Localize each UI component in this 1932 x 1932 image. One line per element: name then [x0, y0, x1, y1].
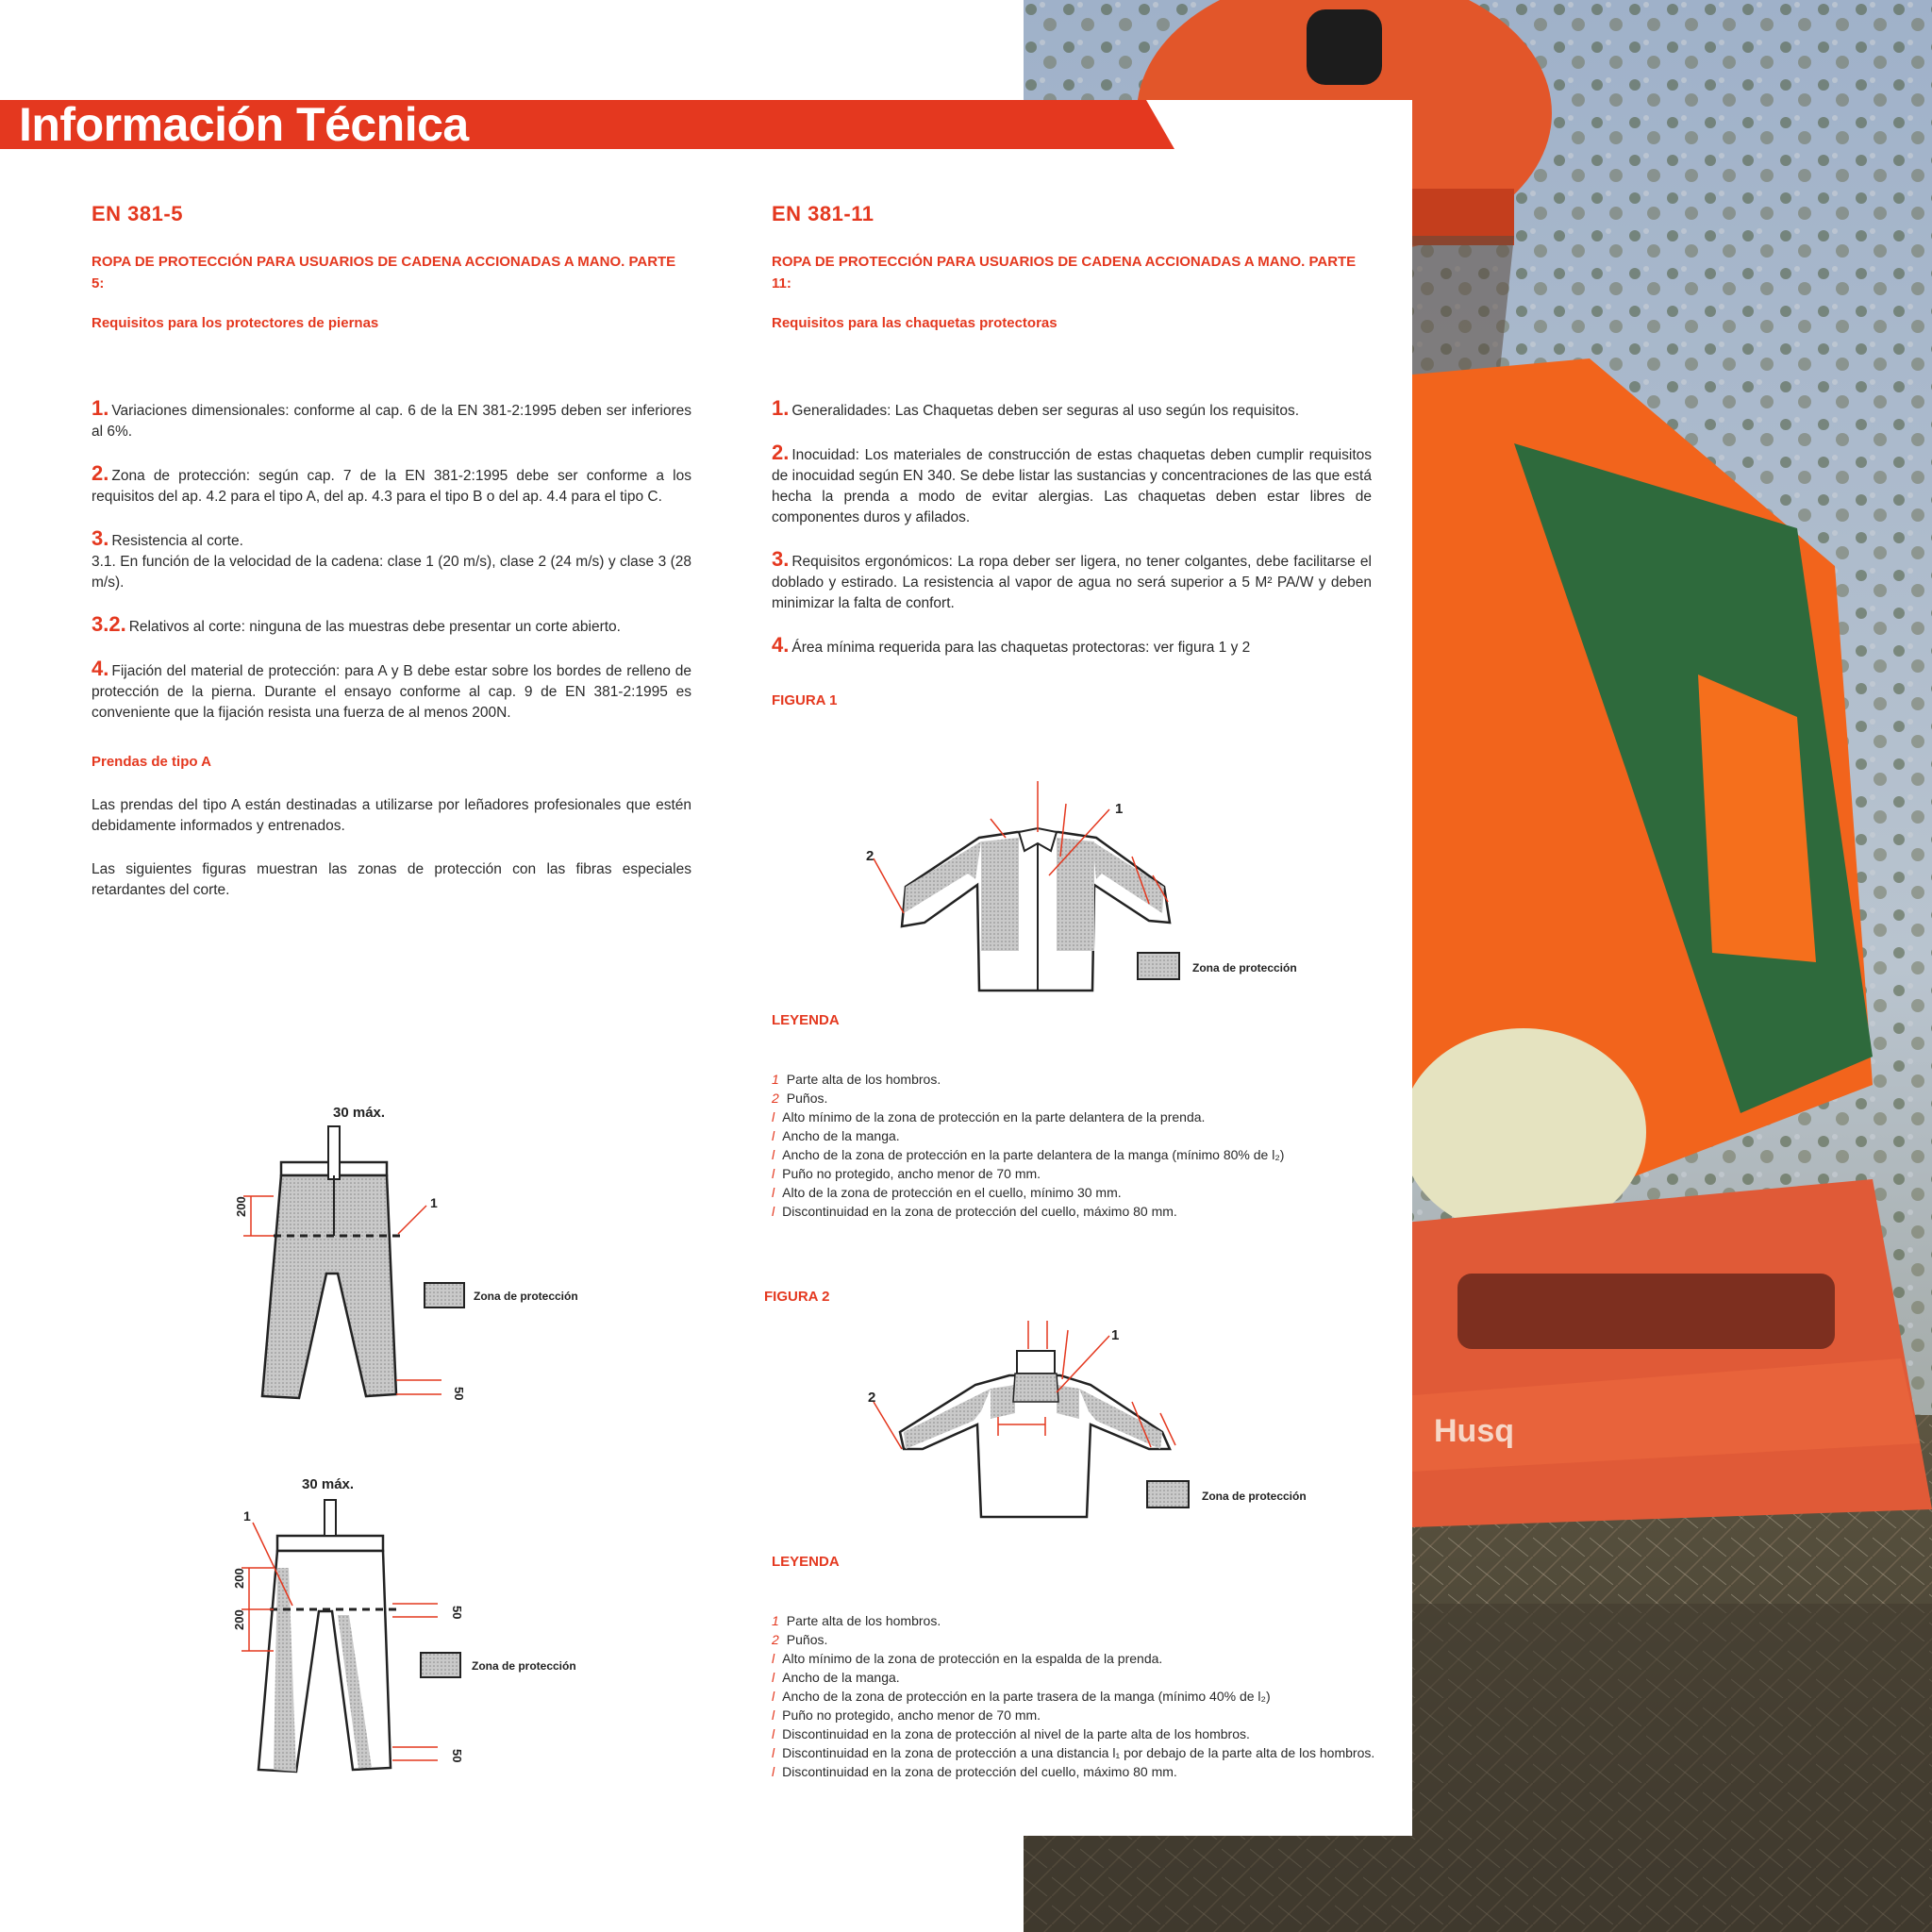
legend-key: l	[772, 1204, 775, 1219]
legend-text: Discontinuidad en la zona de protección del cuello, máximo 80 mm.	[782, 1204, 1177, 1219]
requirement-item	[92, 398, 691, 442]
item-text: Fijación del material de protección: para A y B debe estar sobre los bordes de relleno de protección de la pierna. Durante el ensayo conforme al cap. 9 de EN 381-2:1995 es conveniente que la fijación resista una fuerza de al menos 200N.	[92, 663, 691, 721]
legend-item	[772, 1164, 1375, 1183]
item-text: Requisitos ergonómicos: La ropa deber ser ligera, no tener colgantes, debe facilitarse el doblado y estirado. La resistencia al vapor de agua no será superior a 5 M² PA/W y deben minimizar la falta de confort.	[772, 554, 1372, 611]
legend-key: l	[772, 1147, 775, 1162]
standard-part: ROPA DE PROTECCIÓN PARA USUARIOS DE CADENA ACCIONADAS A MANO. PARTE 11:	[772, 254, 1357, 291]
legend-item	[772, 1630, 1375, 1649]
marker-label: 1	[430, 1195, 438, 1210]
dim-label: 200	[232, 1609, 246, 1630]
dim-label: 30 máx.	[333, 1105, 386, 1121]
zone-swatch	[1147, 1481, 1189, 1507]
legend-key: l	[772, 1745, 775, 1760]
requirement-item	[92, 463, 691, 508]
standard-subtitle: Requisitos para las chaquetas protectoras	[772, 315, 1058, 331]
legend-item	[772, 1724, 1375, 1743]
requirement-item	[92, 528, 691, 593]
legend-title: LEYENDA	[772, 1554, 840, 1570]
paragraph: Las siguientes figuras muestran las zonas de protección con las fibras especiales retardantes del corte.	[92, 861, 691, 898]
legend-key: l	[772, 1707, 775, 1723]
right-column	[772, 204, 1372, 711]
item-text: Relativos al corte: ninguna de las muestras debe presentar un corte abierto.	[128, 619, 621, 635]
dim-label: 50	[450, 1749, 464, 1763]
zone-label: Zona de protección	[1202, 1490, 1307, 1503]
item-number: 3.2.	[92, 612, 126, 636]
standard-subtitle: Requisitos para los protectores de piernas	[92, 315, 379, 331]
legend-text: Puño no protegido, ancho menor de 70 mm.	[782, 1166, 1041, 1181]
legend-text: Puños.	[786, 1632, 828, 1647]
item-text: Generalidades: Las Chaquetas deben ser seguras al uso según los requisitos.	[791, 403, 1300, 419]
legend-title: LEYENDA	[772, 1012, 840, 1028]
marker-label: 1	[1111, 1327, 1120, 1343]
item-number: 1.	[772, 396, 790, 420]
legend-key: l	[772, 1670, 775, 1685]
legend-item	[772, 1668, 1375, 1687]
item-number: 2.	[772, 441, 790, 464]
item-number: 1.	[92, 396, 109, 420]
left-column	[92, 204, 691, 901]
jacket-figure-2	[849, 1307, 1340, 1534]
marker-label: 2	[868, 1390, 876, 1406]
figure-title: FIGURA 1	[772, 692, 838, 708]
zone-label: Zona de protección	[1192, 961, 1297, 974]
standard-code: EN 381-5	[92, 202, 183, 225]
paragraph: Las prendas del tipo A están destinadas a utilizarse por leñadores profesionales que estén debidamente informados y entrenados.	[92, 797, 691, 834]
item-text: Inocuidad: Los materiales de construcción de estas chaquetas deben cumplir requisitos de inocuidad según EN 340. Se debe listar las sustancias y concentraciones de las que está hecha la prenda a modo de evitar alergias. Las chaquetas deben estar libres de componentes duros y afilados.	[772, 447, 1372, 525]
legend-text: Discontinuidad en la zona de protección al nivel de la parte alta de los hombros.	[782, 1726, 1250, 1741]
legend-text: Ancho de la manga.	[782, 1670, 900, 1685]
marker-label: 1	[243, 1508, 251, 1524]
legend-text: Discontinuidad en la zona de protección a una distancia l₁ por debajo de la parte alta de los hombros.	[782, 1745, 1375, 1760]
legend-item	[772, 1687, 1375, 1706]
legend-key: l	[772, 1651, 775, 1666]
item-number: 2.	[92, 461, 109, 485]
legend-text: Parte alta de los hombros.	[786, 1613, 941, 1628]
standard-part: ROPA DE PROTECCIÓN PARA USUARIOS DE CADENA ACCIONADAS A MANO. PARTE 5:	[92, 254, 676, 291]
item-subtext: 3.1. En función de la velocidad de la cadena: clase 1 (20 m/s), clase 2 (24 m/s) y clase 3 (28 m/s).	[92, 554, 691, 591]
item-number: 3.	[92, 526, 109, 550]
legend-key: 1	[772, 1072, 779, 1087]
requirement-item	[772, 635, 1372, 658]
brand-text: Husq	[1434, 1413, 1514, 1449]
legend-item	[772, 1611, 1375, 1630]
legend-text: Puños.	[786, 1091, 828, 1106]
item-text: Zona de protección: según cap. 7 de la EN 381-2:1995 debe ser conforme a los requisitos del ap. 4.2 para el tipo A, del ap. 4.3 para el tipo B o del ap. 4.4 para el tipo C.	[92, 468, 691, 505]
dim-label: 30 máx.	[302, 1476, 355, 1492]
dim-label: 200	[234, 1196, 248, 1217]
item-number: 4.	[92, 657, 109, 680]
legend-key: l	[772, 1185, 775, 1200]
legend-text: Alto de la zona de protección en el cuello, mínimo 30 mm.	[782, 1185, 1122, 1200]
legend-text: Ancho de la zona de protección en la parte delantera de la manga (mínimo 80% de l₂)	[782, 1147, 1285, 1162]
dim-label: 50	[450, 1606, 464, 1620]
legend-list	[772, 1611, 1375, 1781]
legend-item	[772, 1183, 1375, 1202]
legend-item	[772, 1108, 1375, 1126]
legend-item	[772, 1743, 1375, 1762]
legend-item	[772, 1202, 1375, 1221]
requirement-item	[772, 398, 1372, 422]
legend-key: 2	[772, 1091, 779, 1106]
legend-list	[772, 1070, 1375, 1221]
page-title: Información Técnica	[19, 98, 469, 151]
legend-item	[772, 1126, 1375, 1145]
legend-item	[772, 1762, 1375, 1781]
zone-swatch	[1138, 953, 1179, 979]
legend-key: l	[772, 1109, 775, 1124]
item-number: 4.	[772, 633, 790, 657]
legend-key: l	[772, 1726, 775, 1741]
legend-text: Discontinuidad en la zona de protección del cuello, máximo 80 mm.	[782, 1764, 1177, 1779]
zone-label: Zona de protección	[474, 1290, 578, 1303]
item-text: Variaciones dimensionales: conforme al cap. 6 de la EN 381-2:1995 deben ser inferiores al 6%.	[92, 403, 691, 440]
legend-key: l	[772, 1764, 775, 1779]
requirement-item	[92, 614, 691, 638]
legend-key: 1	[772, 1613, 779, 1628]
section-title: Prendas de tipo A	[92, 754, 211, 770]
item-text: Resistencia al corte.	[111, 533, 243, 549]
legend-item	[772, 1070, 1375, 1089]
jacket-figure-1	[849, 762, 1340, 998]
dim-label: 200	[232, 1568, 246, 1589]
trousers-figure-1	[217, 1094, 613, 1415]
legend-item	[772, 1145, 1375, 1164]
dim-label: 50	[452, 1387, 466, 1401]
legend-text: Puño no protegido, ancho menor de 70 mm.	[782, 1707, 1041, 1723]
legend-item	[772, 1089, 1375, 1108]
requirement-item	[92, 658, 691, 724]
zone-swatch	[421, 1653, 460, 1677]
zone-swatch	[425, 1283, 464, 1307]
legend-text: Ancho de la manga.	[782, 1128, 900, 1143]
item-number: 3.	[772, 547, 790, 571]
legend-key: 2	[772, 1632, 779, 1647]
legend-text: Alto mínimo de la zona de protección en la parte delantera de la prenda.	[782, 1109, 1206, 1124]
trousers-figure-2	[217, 1464, 613, 1785]
zone-label: Zona de protección	[472, 1659, 576, 1673]
legend-key: l	[772, 1166, 775, 1181]
legend-key: l	[772, 1689, 775, 1704]
standard-code: EN 381-11	[772, 202, 874, 225]
marker-label: 2	[866, 848, 874, 864]
requirement-item	[772, 442, 1372, 528]
legend-key: l	[772, 1128, 775, 1143]
legend-text: Alto mínimo de la zona de protección en la espalda de la prenda.	[782, 1651, 1163, 1666]
figure-title: FIGURA 2	[764, 1289, 830, 1305]
legend-item	[772, 1706, 1375, 1724]
requirement-item	[772, 549, 1372, 614]
legend-item	[772, 1649, 1375, 1668]
item-text: Área mínima requerida para las chaquetas protectoras: ver figura 1 y 2	[791, 640, 1251, 656]
marker-label: 1	[1115, 801, 1124, 817]
legend-text: Parte alta de los hombros.	[786, 1072, 941, 1087]
legend-text: Ancho de la zona de protección en la parte trasera de la manga (mínimo 40% de l₂)	[782, 1689, 1271, 1704]
